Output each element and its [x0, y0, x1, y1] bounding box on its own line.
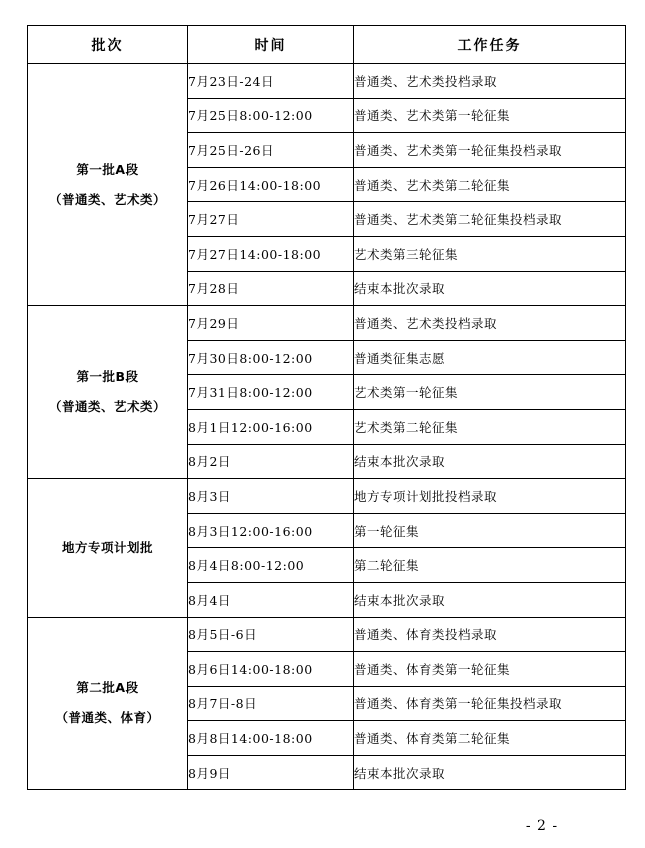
time-cell: 8月4日: [188, 582, 354, 617]
task-cell: 地方专项计划批投档录取: [354, 479, 626, 514]
time-cell: 7月31日8:00-12:00: [188, 375, 354, 410]
task-cell: 结束本批次录取: [354, 444, 626, 479]
task-cell: 普通类、体育类投档录取: [354, 617, 626, 652]
time-cell: 8月8日14:00-18:00: [188, 721, 354, 756]
batch-category: （普通类、艺术类）: [48, 399, 166, 415]
time-cell: 8月6日14:00-18:00: [188, 652, 354, 687]
task-cell: 普通类、艺术类第二轮征集: [354, 167, 626, 202]
task-cell: 普通类、艺术类第二轮征集投档录取: [354, 202, 626, 237]
page-number: - 2 -: [525, 818, 559, 834]
task-cell: 普通类征集志愿: [354, 340, 626, 375]
task-cell: 艺术类第二轮征集: [354, 409, 626, 444]
batch-name: 第一批A段: [76, 161, 139, 177]
time-cell: 7月23日-24日: [188, 64, 354, 99]
table-row: [28, 306, 626, 341]
time-cell: 7月27日: [188, 202, 354, 237]
time-cell: 7月28日: [188, 271, 354, 306]
table-row: [28, 64, 626, 99]
batch-cell: [28, 64, 188, 306]
task-cell: 第二轮征集: [354, 548, 626, 583]
time-cell: 8月1日12:00-16:00: [188, 409, 354, 444]
time-cell: 7月27日14:00-18:00: [188, 236, 354, 271]
header-time: 时间: [188, 26, 354, 64]
batch-name: 第二批A段: [76, 680, 139, 696]
time-cell: 7月25日-26日: [188, 133, 354, 168]
batch-cell: [28, 306, 188, 479]
task-cell: 普通类、艺术类投档录取: [354, 306, 626, 341]
admission-schedule-table: [27, 25, 626, 790]
header-task: 工作任务: [354, 26, 626, 64]
task-cell: 普通类、体育类第一轮征集: [354, 652, 626, 687]
task-cell: 普通类、艺术类第一轮征集投档录取: [354, 133, 626, 168]
time-cell: 7月25日8:00-12:00: [188, 98, 354, 133]
batch-category: （普通类、体育）: [55, 710, 160, 726]
batch-category: （普通类、艺术类）: [48, 191, 166, 207]
time-cell: 7月26日14:00-18:00: [188, 167, 354, 202]
time-cell: 8月3日: [188, 479, 354, 514]
time-cell: 8月4日8:00-12:00: [188, 548, 354, 583]
batch-name: 第一批B段: [76, 369, 139, 385]
table-row: [28, 617, 626, 652]
task-cell: 普通类、体育类第一轮征集投档录取: [354, 686, 626, 721]
time-cell: 8月5日-6日: [188, 617, 354, 652]
task-cell: 结束本批次录取: [354, 582, 626, 617]
table-header-row: [28, 26, 626, 64]
batch-name: 地方专项计划批: [61, 539, 153, 555]
time-cell: 8月7日-8日: [188, 686, 354, 721]
header-batch: 批次: [28, 26, 188, 64]
task-cell: 结束本批次录取: [354, 271, 626, 306]
batch-cell: [28, 479, 188, 617]
task-cell: 普通类、体育类第二轮征集: [354, 721, 626, 756]
time-cell: 7月29日: [188, 306, 354, 341]
task-cell: 第一轮征集: [354, 513, 626, 548]
time-cell: 8月9日: [188, 755, 354, 790]
task-cell: 普通类、艺术类第一轮征集: [354, 98, 626, 133]
task-cell: 结束本批次录取: [354, 755, 626, 790]
batch-cell: [28, 617, 188, 790]
time-cell: 8月2日: [188, 444, 354, 479]
task-cell: 艺术类第一轮征集: [354, 375, 626, 410]
time-cell: 7月30日8:00-12:00: [188, 340, 354, 375]
task-cell: 普通类、艺术类投档录取: [354, 64, 626, 99]
time-cell: 8月3日12:00-16:00: [188, 513, 354, 548]
task-cell: 艺术类第三轮征集: [354, 236, 626, 271]
table-row: [28, 479, 626, 514]
